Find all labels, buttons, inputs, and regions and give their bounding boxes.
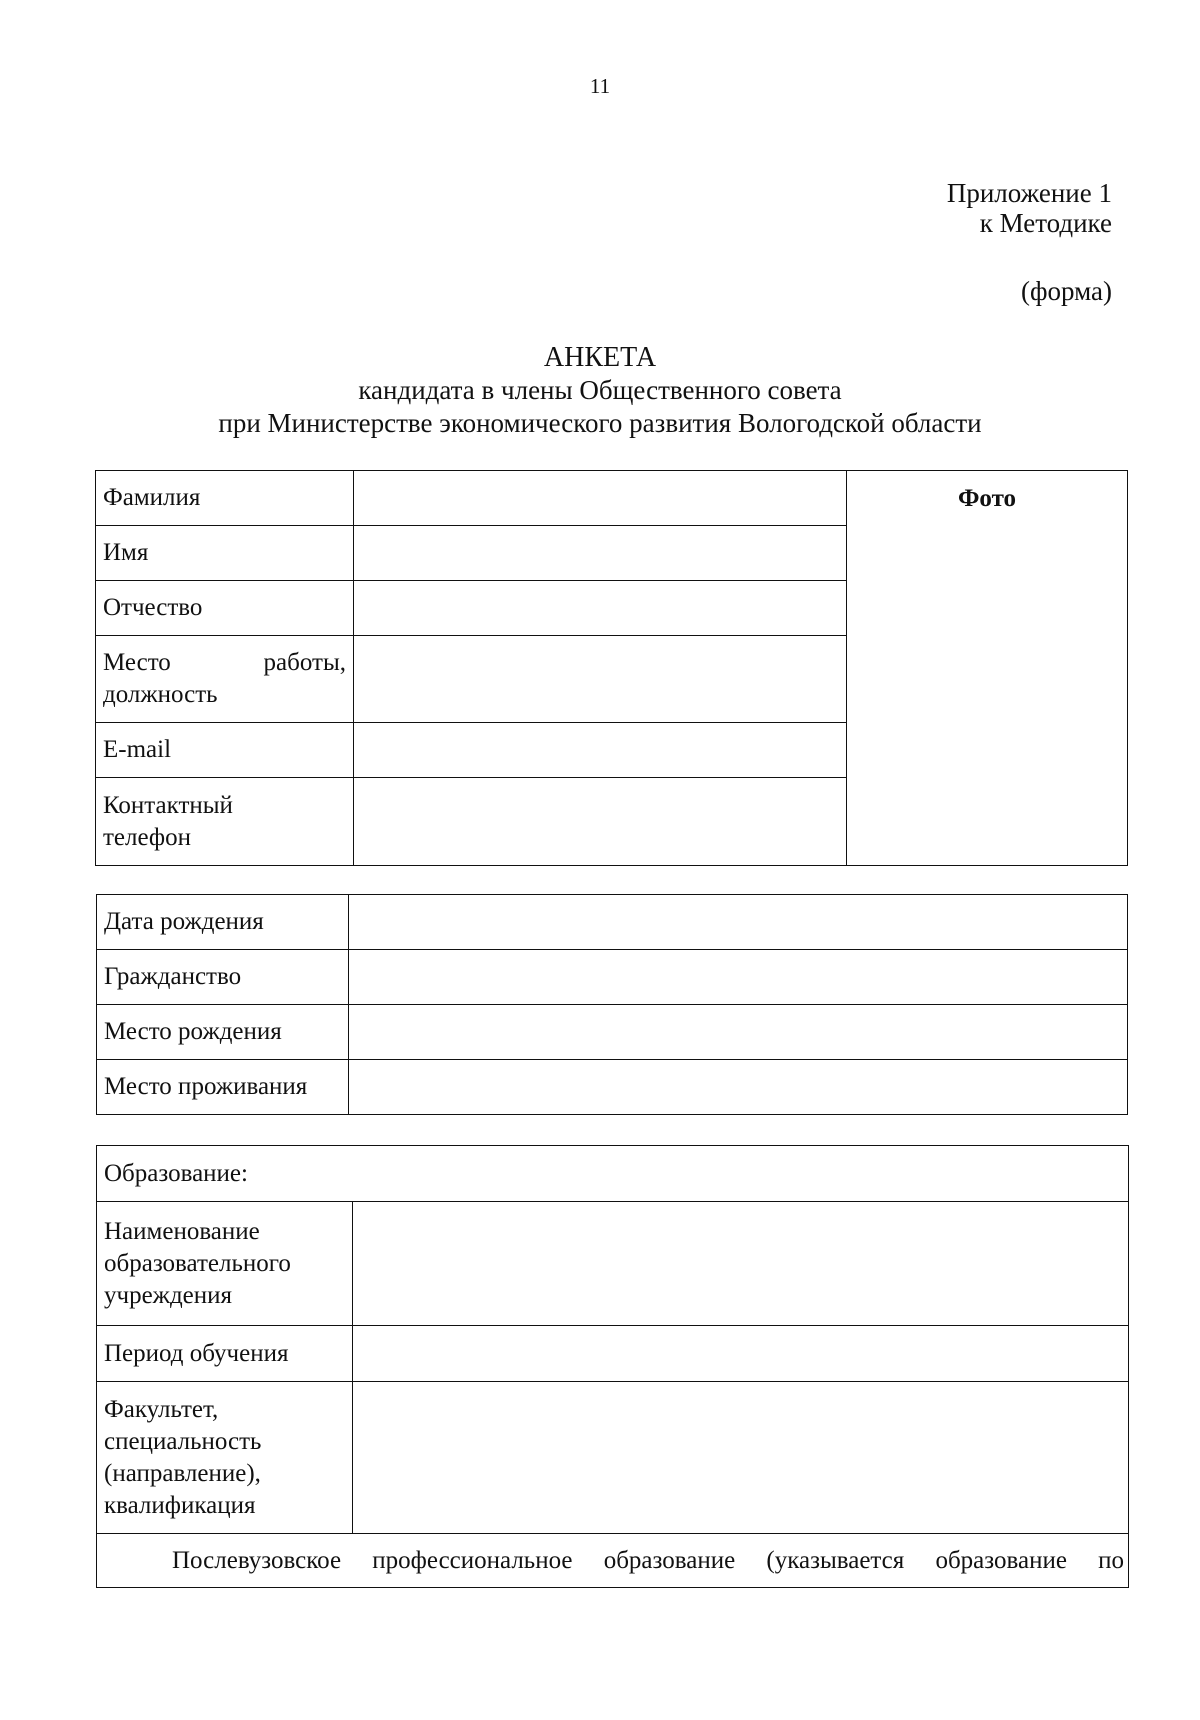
workplace-label-part1: Место [103, 649, 171, 676]
email-label: E-mail [96, 723, 354, 778]
phone-label-part1: Контактный [103, 791, 233, 819]
faculty-field[interactable] [353, 1382, 1129, 1534]
email-field[interactable] [354, 723, 847, 778]
table-row [97, 950, 1128, 1005]
photo-label: Фото [957, 485, 1017, 512]
table-row [97, 1326, 1129, 1382]
title-subtitle-2: при Министерстве экономического развития Вологодской области [218, 408, 982, 438]
appendix-reference: к Методике [979, 208, 1112, 238]
patronymic-field[interactable] [354, 581, 847, 636]
birth-date-field[interactable] [349, 895, 1128, 950]
table-row [97, 1534, 1129, 1588]
citizenship-field[interactable] [349, 950, 1128, 1005]
institution-label-part2: образовательного [104, 1249, 291, 1277]
faculty-label-part1: Факультет, [104, 1395, 219, 1423]
title-subtitle-1: кандидата в члены Общественного совета [358, 375, 842, 405]
faculty-label-part4: квалификация [104, 1491, 256, 1519]
surname-field[interactable] [354, 471, 847, 526]
birth-info-table [96, 894, 1128, 1115]
birth-place-field[interactable] [349, 1005, 1128, 1060]
phone-label-part2: телефон [103, 823, 191, 851]
citizenship-label: Гражданство [97, 950, 349, 1005]
title-heading: АНКЕТА [543, 342, 657, 373]
birth-date-label: Дата рождения [97, 895, 349, 950]
workplace-field[interactable] [354, 636, 847, 723]
phone-label [96, 778, 354, 866]
phone-field[interactable] [354, 778, 847, 866]
photo-box[interactable] [847, 471, 1128, 866]
table-row [97, 1382, 1129, 1534]
study-period-field[interactable] [353, 1326, 1129, 1382]
table-row [97, 1005, 1128, 1060]
name-field[interactable] [354, 526, 847, 581]
table-row [97, 1146, 1129, 1202]
form-note: (форма) [1021, 276, 1112, 306]
patronymic-label: Отчество [96, 581, 354, 636]
table-row [96, 471, 1128, 526]
residence-field[interactable] [349, 1060, 1128, 1115]
study-period-label: Период обучения [97, 1326, 353, 1382]
residence-label: Место проживания [97, 1060, 349, 1115]
workplace-label [96, 636, 354, 723]
surname-label: Фамилия [96, 471, 354, 526]
personal-info-table [95, 470, 1128, 866]
faculty-label [97, 1382, 353, 1534]
workplace-label-part3: должность [103, 681, 218, 708]
table-row [97, 1202, 1129, 1326]
page-number: 11 [589, 74, 611, 98]
appendix-label: Приложение 1 [946, 178, 1112, 208]
education-header: Образование: [97, 1146, 1129, 1202]
institution-label [97, 1202, 353, 1326]
document-title [0, 341, 1200, 440]
postgraduate-text: Послевузовское профессиональное образование (указывается образование по [97, 1534, 1129, 1588]
name-label: Имя [96, 526, 354, 581]
education-table [96, 1145, 1129, 1588]
institution-label-part1: Наименование [104, 1217, 260, 1245]
table-row [97, 895, 1128, 950]
faculty-label-part3: (направление), [104, 1459, 261, 1487]
workplace-label-part2: работы, [263, 649, 346, 676]
table-row [97, 1060, 1128, 1115]
faculty-label-part2: специальность [104, 1427, 262, 1455]
institution-label-part3: учреждения [104, 1281, 233, 1309]
institution-field[interactable] [353, 1202, 1129, 1326]
birth-place-label: Место рождения [97, 1005, 349, 1060]
